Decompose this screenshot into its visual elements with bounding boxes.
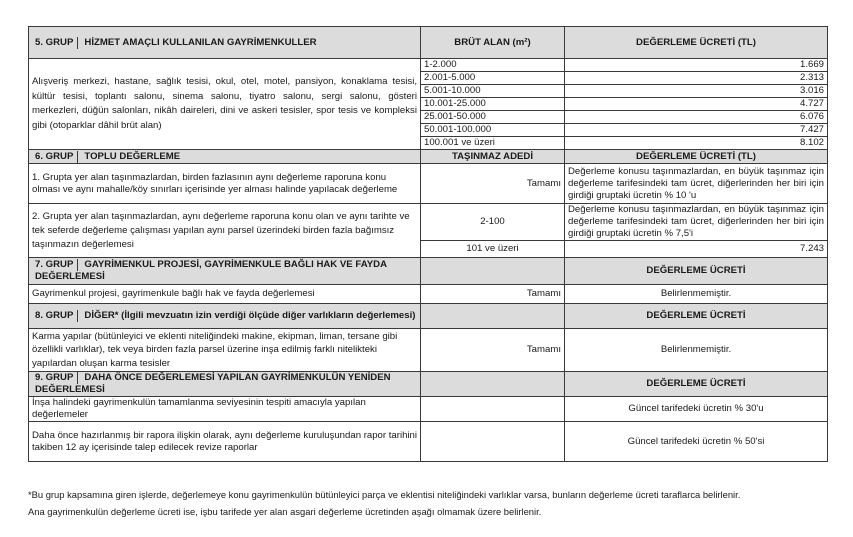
group7-count: Tamamı — [421, 285, 565, 304]
group5-fee: 8.102 — [565, 137, 828, 150]
group5-area: 5.001-10.000 — [421, 85, 565, 98]
group5-fee: 6.076 — [565, 111, 828, 124]
group7-title: GAYRİMENKUL PROJESİ, GAYRİMENKULE BAĞLI HAK VE FAYDA DEĞERLEMESİ — [35, 259, 387, 282]
group8-header — [29, 304, 828, 329]
group9-title: DAHA ÖNCE DEĞERLEMESİ YAPILAN GAYRİMENKULÜN YENİDEN DEĞERLEMESİ — [35, 372, 391, 395]
group5-fee: 4.727 — [565, 98, 828, 111]
group5-area: 10.001-25.000 — [421, 98, 565, 111]
group9-title-cell — [29, 372, 421, 397]
group5-fee: 7.427 — [565, 124, 828, 137]
group9-header — [29, 372, 828, 397]
group8-row — [29, 329, 828, 372]
group7-fee-header: DEĞERLEME ÜCRETİ — [565, 258, 828, 285]
group6-title: TOPLU DEĞERLEME — [84, 150, 181, 162]
group9-row1-empty — [421, 397, 565, 422]
group7-code: 7. GRUP — [35, 259, 78, 271]
group8-code: 8. GRUP — [35, 310, 78, 322]
group5-fee: 1.669 — [565, 59, 828, 72]
group8-empty-header — [421, 304, 565, 329]
group8-count: Tamamı — [421, 329, 565, 372]
group5-fee: 2.313 — [565, 72, 828, 85]
group7-row — [29, 285, 828, 304]
group6-row3-count: 101 ve üzeri — [421, 241, 565, 258]
group7-description: Gayrimenkul projesi, gayrimenkule bağlı hak ve fayda değerlemesi — [29, 285, 421, 304]
group6-row2-description: 2. Grupta yer alan taşınmazlardan, aynı değerleme raporuna konu olan ve aynı tarihte ve tek seferde değerleme çalışması yapılan aynı parsel üzerindeki birden fazla bağımsız taşınmazın değerlemesi — [29, 204, 421, 258]
group9-fee-header: DEĞERLEME ÜCRETİ — [565, 372, 828, 397]
group7-title-cell — [29, 258, 421, 285]
group8-fee-header: DEĞERLEME ÜCRETİ — [565, 304, 828, 329]
group5-fee-header: DEĞERLEME ÜCRETİ (TL) — [565, 27, 828, 59]
group7-empty-header — [421, 258, 565, 285]
group6-row3-fee: 7.243 — [565, 241, 828, 258]
group9-row2-description: Daha önce hazırlanmış bir rapora ilişkin olarak, aynı değerleme kuruluşundan rapor tarihini takiben 12 ay içerisinde talep edilecek revize raporlar — [29, 422, 421, 462]
group9-row-2 — [29, 422, 828, 462]
group6-code: 6. GRUP — [35, 151, 78, 163]
group6-row1-count: Tamamı — [421, 164, 565, 204]
group8-title-cell — [29, 304, 421, 329]
group6-row-2 — [29, 204, 828, 241]
group9-row1-fee: Güncel tarifedeki ücretin % 30'u — [565, 397, 828, 422]
group6-title-cell — [29, 150, 421, 164]
group7-header — [29, 258, 828, 285]
group5-area: 2.001-5.000 — [421, 72, 565, 85]
fee-tariff-table — [28, 26, 828, 462]
group5-title-cell — [29, 27, 421, 59]
group5-description: Alışveriş merkezi, hastane, sağlık tesisi, okul, otel, motel, pansiyon, konaklama tesisi, kültür tesisi, toplantı salonu, sinema salonu, tiyatro salonu, sergi salonu, gösteri merkezleri, düğün salonları, nikâh daireleri, dini ve askeri tesisler, spor tesis ve kompleksi gibi (otoparklar dâhil brüt alan) — [29, 59, 421, 150]
group5-code: 5. GRUP — [35, 37, 78, 49]
group6-row2-fee: Değerleme konusu taşınmazlardan, en büyük taşınmaz için değerleme tarifesindeki tam ücret, diğerlerinden her biri için girdiği gruptaki ücretin % 7,5'i — [565, 204, 828, 241]
group7-fee: Belirlenmemiştir. — [565, 285, 828, 304]
group5-area: 25.001-50.000 — [421, 111, 565, 124]
group5-header — [29, 27, 828, 59]
group9-row1-description: İnşa halindeki gayrimenkulün tamamlanma seviyesinin tespiti amacıyla yapılan değerlemeler — [29, 397, 421, 422]
footnote — [28, 486, 848, 520]
group6-fee-header: DEĞERLEME ÜCRETİ (TL) — [565, 150, 828, 164]
group9-row2-fee: Güncel tarifedeki ücretin % 50'si — [565, 422, 828, 462]
group9-code: 9. GRUP — [35, 372, 78, 384]
group6-row-1 — [29, 164, 828, 204]
group6-header — [29, 150, 828, 164]
group8-title: DİĞER* (İlgili mevzuatın izin verdiği ölçüde diğer varlıkların değerlemesi) — [84, 310, 416, 321]
group8-description: Karma yapılar (bütünleyici ve eklenti niteliğindeki makine, ekipman, liman, tersane gibi özellikli varlıklar), tek veya birden fazla parsel üzerine inşa edilmiş farklı nitelikteki yapılardan oluşan karma tesisler — [29, 329, 421, 372]
group9-empty-header — [421, 372, 565, 397]
group6-count-header: TAŞINMAZ ADEDİ — [421, 150, 565, 164]
group5-area-header: BRÜT ALAN (m²) — [421, 27, 565, 59]
footnote-line-2: Ana gayrimenkulün değerleme ücreti ise, işbu tarifede yer alan asgari değerleme ücretinden aşağı olmamak üzere belirlenir. — [28, 506, 542, 517]
footnote-line-1: *Bu grup kapsamına giren işlerde, değerlemeye konu gayrimenkulün bütünleyici parça ve eklentisi niteliğindeki varlıklar varsa, bunların değerleme ücreti taraflarca belirlenir. — [28, 489, 741, 500]
group6-row1-description: 1. Grupta yer alan taşınmazlardan, birden fazlasının aynı değerleme raporuna konu olması ve aynı mahalle/köy sınırları içerisinde yer alması halinde yapılacak değerleme — [29, 164, 421, 204]
group8-fee: Belirlenmemiştir. — [565, 329, 828, 372]
group5-area: 100.001 ve üzeri — [421, 137, 565, 150]
group6-row2-count: 2-100 — [421, 204, 565, 241]
group5-row — [29, 59, 828, 72]
group5-area: 50.001-100.000 — [421, 124, 565, 137]
group5-title: HİZMET AMAÇLI KULLANILAN GAYRİMENKULLER — [84, 36, 317, 48]
group9-row2-empty — [421, 422, 565, 462]
group5-fee: 3.016 — [565, 85, 828, 98]
group6-row1-fee: Değerleme konusu taşınmazlardan, en büyük taşınmaz için değerleme tarifesindeki tam ücret, diğerlerinden her biri için girdiği gruptaki ücretin % 10 'u — [565, 164, 828, 204]
group9-row-1 — [29, 397, 828, 422]
fee-tariff-table-container — [28, 26, 827, 462]
group5-area: 1-2.000 — [421, 59, 565, 72]
